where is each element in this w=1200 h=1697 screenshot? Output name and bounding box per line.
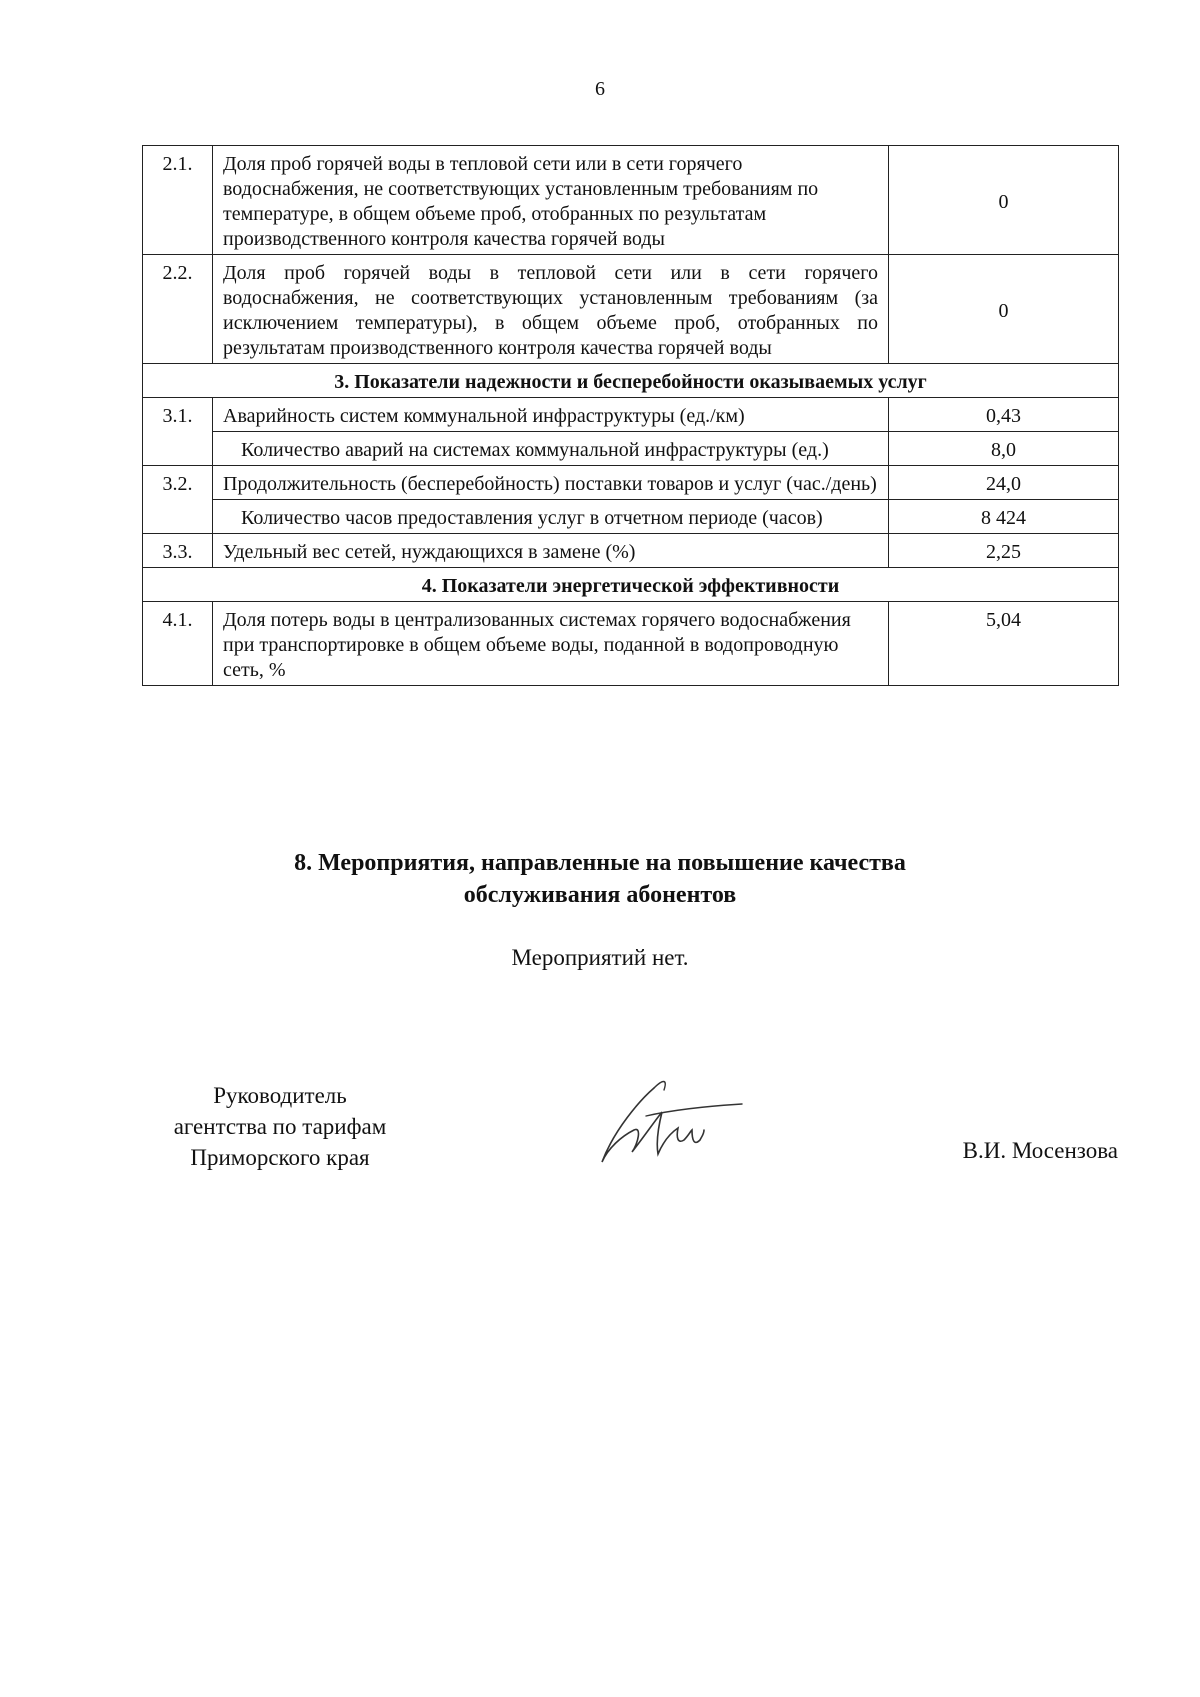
row-number: 4.1. — [143, 602, 213, 686]
row-value: 0 — [889, 255, 1119, 364]
table-row — [143, 534, 1119, 568]
section-header-row — [143, 364, 1119, 398]
section-4-title: 4. Показатели энергетической эффективности — [143, 568, 1119, 602]
row-number: 2.1. — [143, 146, 213, 255]
row-value: 24,0 — [889, 466, 1119, 500]
section-8-title — [0, 847, 1200, 911]
signer-name: В.И. Мосензова — [962, 1138, 1118, 1163]
row-number: 3.2. — [143, 466, 213, 534]
row-value: 2,25 — [889, 534, 1119, 568]
row-text: Доля проб горячей воды в тепловой сети или в сети горячего водоснабжения, не соответствующих установленным требованиям по температуре, в общем объеме проб, отобранных по результатам производственного контроля качества горячей воды — [213, 146, 889, 255]
signer-position — [120, 1080, 440, 1173]
table-row — [143, 500, 1119, 534]
row-text: Количество аварий на системах коммунальной инфраструктуры (ед.) — [213, 432, 889, 466]
signer-position-line: Руководитель — [213, 1083, 347, 1108]
table-row — [143, 432, 1119, 466]
signer-position-line: Приморского края — [190, 1145, 370, 1170]
section-8-title-line: обслуживания абонентов — [463, 882, 737, 908]
row-text: Количество часов предоставления услуг в отчетном периоде (часов) — [213, 500, 889, 534]
table-row — [143, 602, 1119, 686]
section-8-title-line: 8. Мероприятия, направленные на повышение качества — [294, 850, 906, 876]
indicators-table — [142, 145, 1119, 686]
page-number: 6 — [595, 78, 605, 100]
row-value: 0 — [889, 146, 1119, 255]
handwritten-signature — [592, 1070, 752, 1180]
row-text: Продолжительность (бесперебойность) поставки товаров и услуг (час./день) — [213, 466, 889, 500]
signer-position-line: агентства по тарифам — [173, 1114, 387, 1139]
row-value: 0,43 — [889, 398, 1119, 432]
row-value: 8,0 — [889, 432, 1119, 466]
row-text: Доля проб горячей воды в тепловой сети или в сети горячего водоснабжения, не соответствующих установленным требованиям (за исключением температуры), в общем объеме проб, отобранных по результатам производственного контроля качества горячей воды — [213, 255, 889, 364]
table-row — [143, 466, 1119, 500]
section-3-title: 3. Показатели надежности и бесперебойности оказываемых услуг — [143, 364, 1119, 398]
section-header-row — [143, 568, 1119, 602]
row-text: Аварийность систем коммунальной инфраструктуры (ед./км) — [213, 398, 889, 432]
row-number: 3.3. — [143, 534, 213, 568]
row-number: 2.2. — [143, 255, 213, 364]
row-text: Доля потерь воды в централизованных системах горячего водоснабжения при транспортировке в общем объеме воды, поданной в водопроводную сеть, % — [213, 602, 889, 686]
row-value: 5,04 — [889, 602, 1119, 686]
row-value: 8 424 — [889, 500, 1119, 534]
section-8-body: Мероприятий нет. — [511, 945, 689, 970]
row-number: 3.1. — [143, 398, 213, 466]
table-row — [143, 398, 1119, 432]
table-row — [143, 255, 1119, 364]
table-row — [143, 146, 1119, 255]
row-text: Удельный вес сетей, нуждающихся в замене (%) — [213, 534, 889, 568]
